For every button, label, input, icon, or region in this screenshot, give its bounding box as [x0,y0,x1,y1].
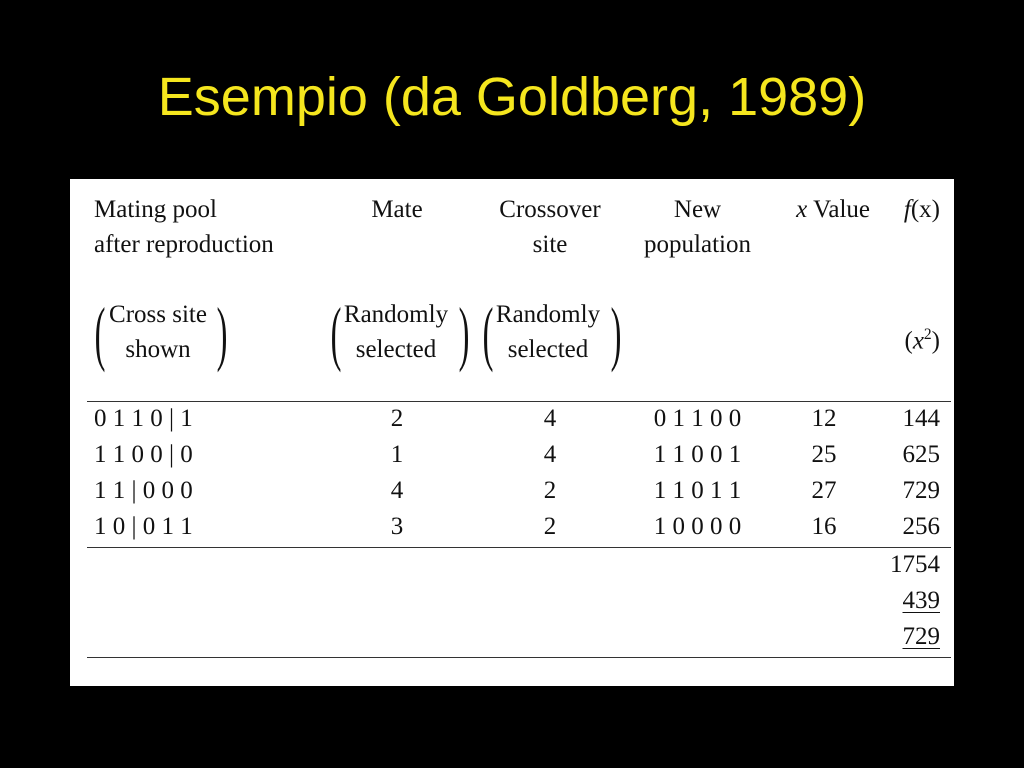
row-1-mating-pool: 0 1 1 0 | 1 [94,405,193,432]
left-paren-mate: ( [330,293,342,373]
row-4-x-value: 16 [811,513,837,540]
subheader-mate-random [330,293,460,373]
row-1-x-value: 12 [811,405,837,432]
row-1-crossover-site: 4 [543,405,557,432]
data-divider [87,547,951,548]
subheader-mate-line2: selected [355,336,437,363]
header-crossover-line2: site [532,231,568,258]
subheader-mate-line1: Randomly [343,301,449,328]
x-squared-exponent: 2 [923,326,932,343]
header-crossover-site [480,192,620,262]
header-mating-pool [94,192,274,262]
summary-average [850,583,940,619]
subheader-x-squared [882,317,940,359]
summary-total: 1754 [890,551,940,578]
row-3-fx: 729 [902,477,940,504]
selection-crossover-table [70,179,954,686]
row-4-crossover-site: 2 [543,513,557,540]
row-2-mating-pool: 1 1 0 0 | 0 [94,441,193,468]
header-mating-pool-line2: after reproduction [94,231,274,258]
row-2-fx: 625 [902,441,940,468]
row-4-mate: 3 [390,513,404,540]
left-paren-crossover: ( [482,293,494,373]
x-squared-close: ) [931,327,940,355]
x-squared-base: x [912,327,924,355]
header-fx [882,192,940,228]
header-value-label: Value [807,196,870,223]
header-mating-pool-line1: Mating pool [94,196,217,223]
header-f-symbol: f [903,196,911,223]
row-4-mating-pool: 1 0 | 0 1 1 [94,513,193,540]
summary-average-value: 439 [902,587,940,614]
header-mate: Mate [371,196,423,223]
row-4-fx: 256 [902,513,940,540]
right-paren-crossover: ) [610,293,622,373]
left-paren-cross-site: ( [94,293,106,373]
slide-title: Esempio (da Goldberg, 1989) [157,67,867,127]
row-3-new-population: 1 1 0 1 1 [653,477,742,504]
row-2-crossover-site: 4 [543,441,557,468]
subheader-crossover-line1: Randomly [495,301,601,328]
row-2-x-value: 25 [811,441,837,468]
row-1-new-population: 0 1 1 0 0 [653,405,742,432]
right-paren-cross-site: ) [216,293,228,373]
bottom-divider [87,657,951,658]
summary-max [850,619,940,655]
row-1-fx: 144 [902,405,940,432]
header-new-line1: New [673,196,722,223]
header-new-population [630,192,765,262]
subheader-crossover-random [482,293,612,373]
header-x-value [770,192,870,228]
row-2-mate: 1 [390,441,404,468]
row-4-new-population: 1 0 0 0 0 [653,513,742,540]
row-3-mate: 4 [390,477,404,504]
header-crossover-line1: Crossover [499,196,601,223]
right-paren-mate: ) [458,293,470,373]
header-x-symbol: x [796,196,808,223]
header-new-line2: population [644,231,751,258]
subheader-cross-site [94,293,219,373]
subheader-cross-line1: Cross site [109,301,207,328]
row-2-new-population: 1 1 0 0 1 [653,441,742,468]
row-3-x-value: 27 [811,477,837,504]
subheader-cross-line2: shown [125,336,191,363]
subheader-crossover-line2: selected [507,336,589,363]
row-3-mating-pool: 1 1 | 0 0 0 [94,477,193,504]
summary-max-value: 729 [902,623,940,650]
row-3-crossover-site: 2 [543,477,557,504]
x-squared-open: ( [904,327,913,355]
header-fx-arg: (x) [910,196,940,223]
row-1-mate: 2 [390,405,404,432]
